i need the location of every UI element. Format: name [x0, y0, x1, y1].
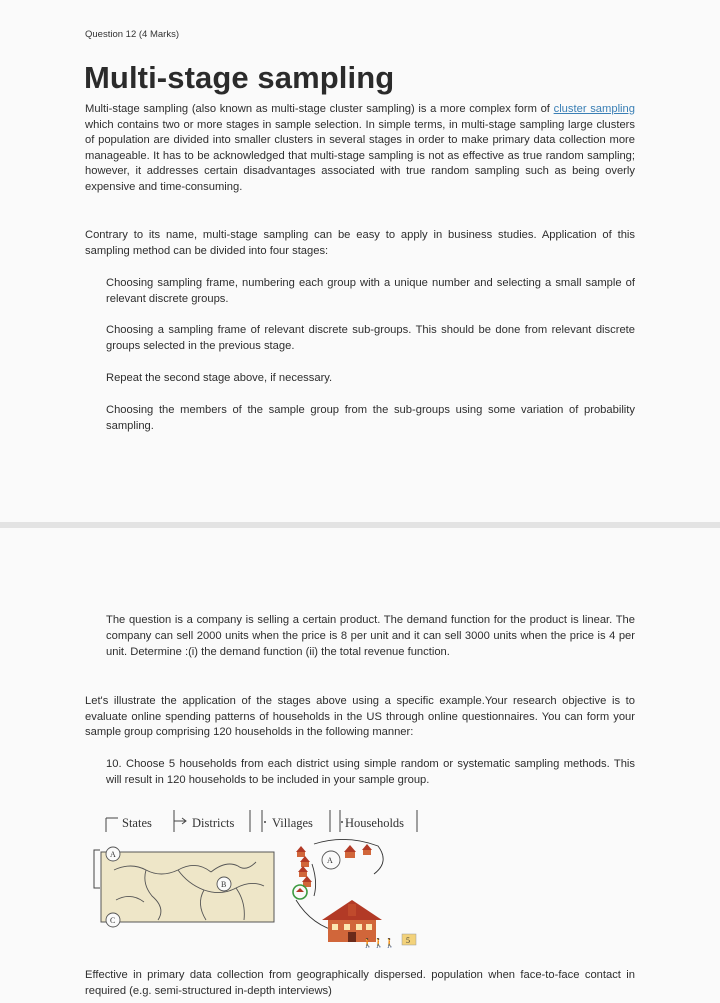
- intro-paragraph: [85, 102, 635, 196]
- stages-intro: Contrary to its name, multi-stage sampling can be easy to apply in business studies. Application of this sampling method can be divided into four stages:: [85, 229, 635, 257]
- household-building-icon: [322, 900, 416, 949]
- label-households: Households: [345, 816, 405, 830]
- example-item: [106, 757, 635, 788]
- advantage-text: Effective in primary data collection from geographically dispersed. population when face-to-face contact in required (e.g. semi-structured in-depth interviews): [85, 969, 635, 997]
- example-item-text: Choose 5 households from each district using simple random or systematic sampling methods. This will result in 120 households to be included in your sample group.: [106, 758, 635, 786]
- stage-2: Choosing a sampling frame of relevant discrete sub-groups. This should be done from relevant discrete groups selected in the previous stage.: [106, 324, 635, 352]
- example-item-number: 10.: [106, 758, 122, 770]
- question-text: The question is a company is selling a certain product. The demand function for the product is linear. The company can sell 2000 units when the price is 8 per unit and it can sell 3000 units when the price is 4 per unit. Determine :(i) the demand function (ii) the total revenue function.: [106, 614, 635, 659]
- multi-stage-diagram: [86, 804, 426, 952]
- label-villages: Villages: [272, 816, 313, 830]
- cluster-sampling-link[interactable]: cluster sampling: [553, 103, 635, 115]
- example-intro: Let's illustrate the application of the stages above using a specific example.Your research objective is to evaluate online spending patterns of households in the US through online questionnaires. You can form your sample group comprising 120 households in the following manner:: [85, 695, 635, 739]
- stage-3: Repeat the second stage above, if necessary.: [106, 372, 333, 384]
- diagram-headers: [106, 810, 417, 832]
- question-header: Question 12 (4 Marks): [85, 29, 179, 40]
- stage-1: Choosing sampling frame, numbering each group with a unique number and selecting a small sample of relevant discrete groups.: [106, 277, 635, 305]
- village-marker-a: A: [327, 856, 333, 865]
- stage-4: Choosing the members of the sample group from the sub-groups using some variation of probability sampling.: [106, 404, 635, 432]
- map-marker-b: B: [221, 880, 227, 889]
- label-districts: Districts: [192, 816, 235, 830]
- label-states: States: [122, 816, 152, 830]
- village-house-icon: [296, 846, 312, 887]
- page-title: Multi-stage sampling: [84, 60, 395, 95]
- district-map: [101, 847, 274, 927]
- map-marker-a: A: [110, 850, 116, 859]
- intro-text-after: which contains two or more stages in sample selection. In simple terms, in multi-stage sampling large clusters of population are divided into smaller clusters in several stages in order to make primary data collection more manageable. It has to be acknowledged that multi-stage sampling is not as effective as true random sampling; however, it addresses certain disadvantages associated with true random sampling such as being overly expensive and time-consuming.: [85, 118, 635, 193]
- intro-text-before: Multi-stage sampling (also known as multi-stage cluster sampling) is a more complex form of: [85, 103, 554, 115]
- household-count-badge: 5: [406, 936, 410, 945]
- map-marker-c: C: [110, 916, 116, 925]
- people-icon: 🚶🚶🚶: [362, 939, 396, 949]
